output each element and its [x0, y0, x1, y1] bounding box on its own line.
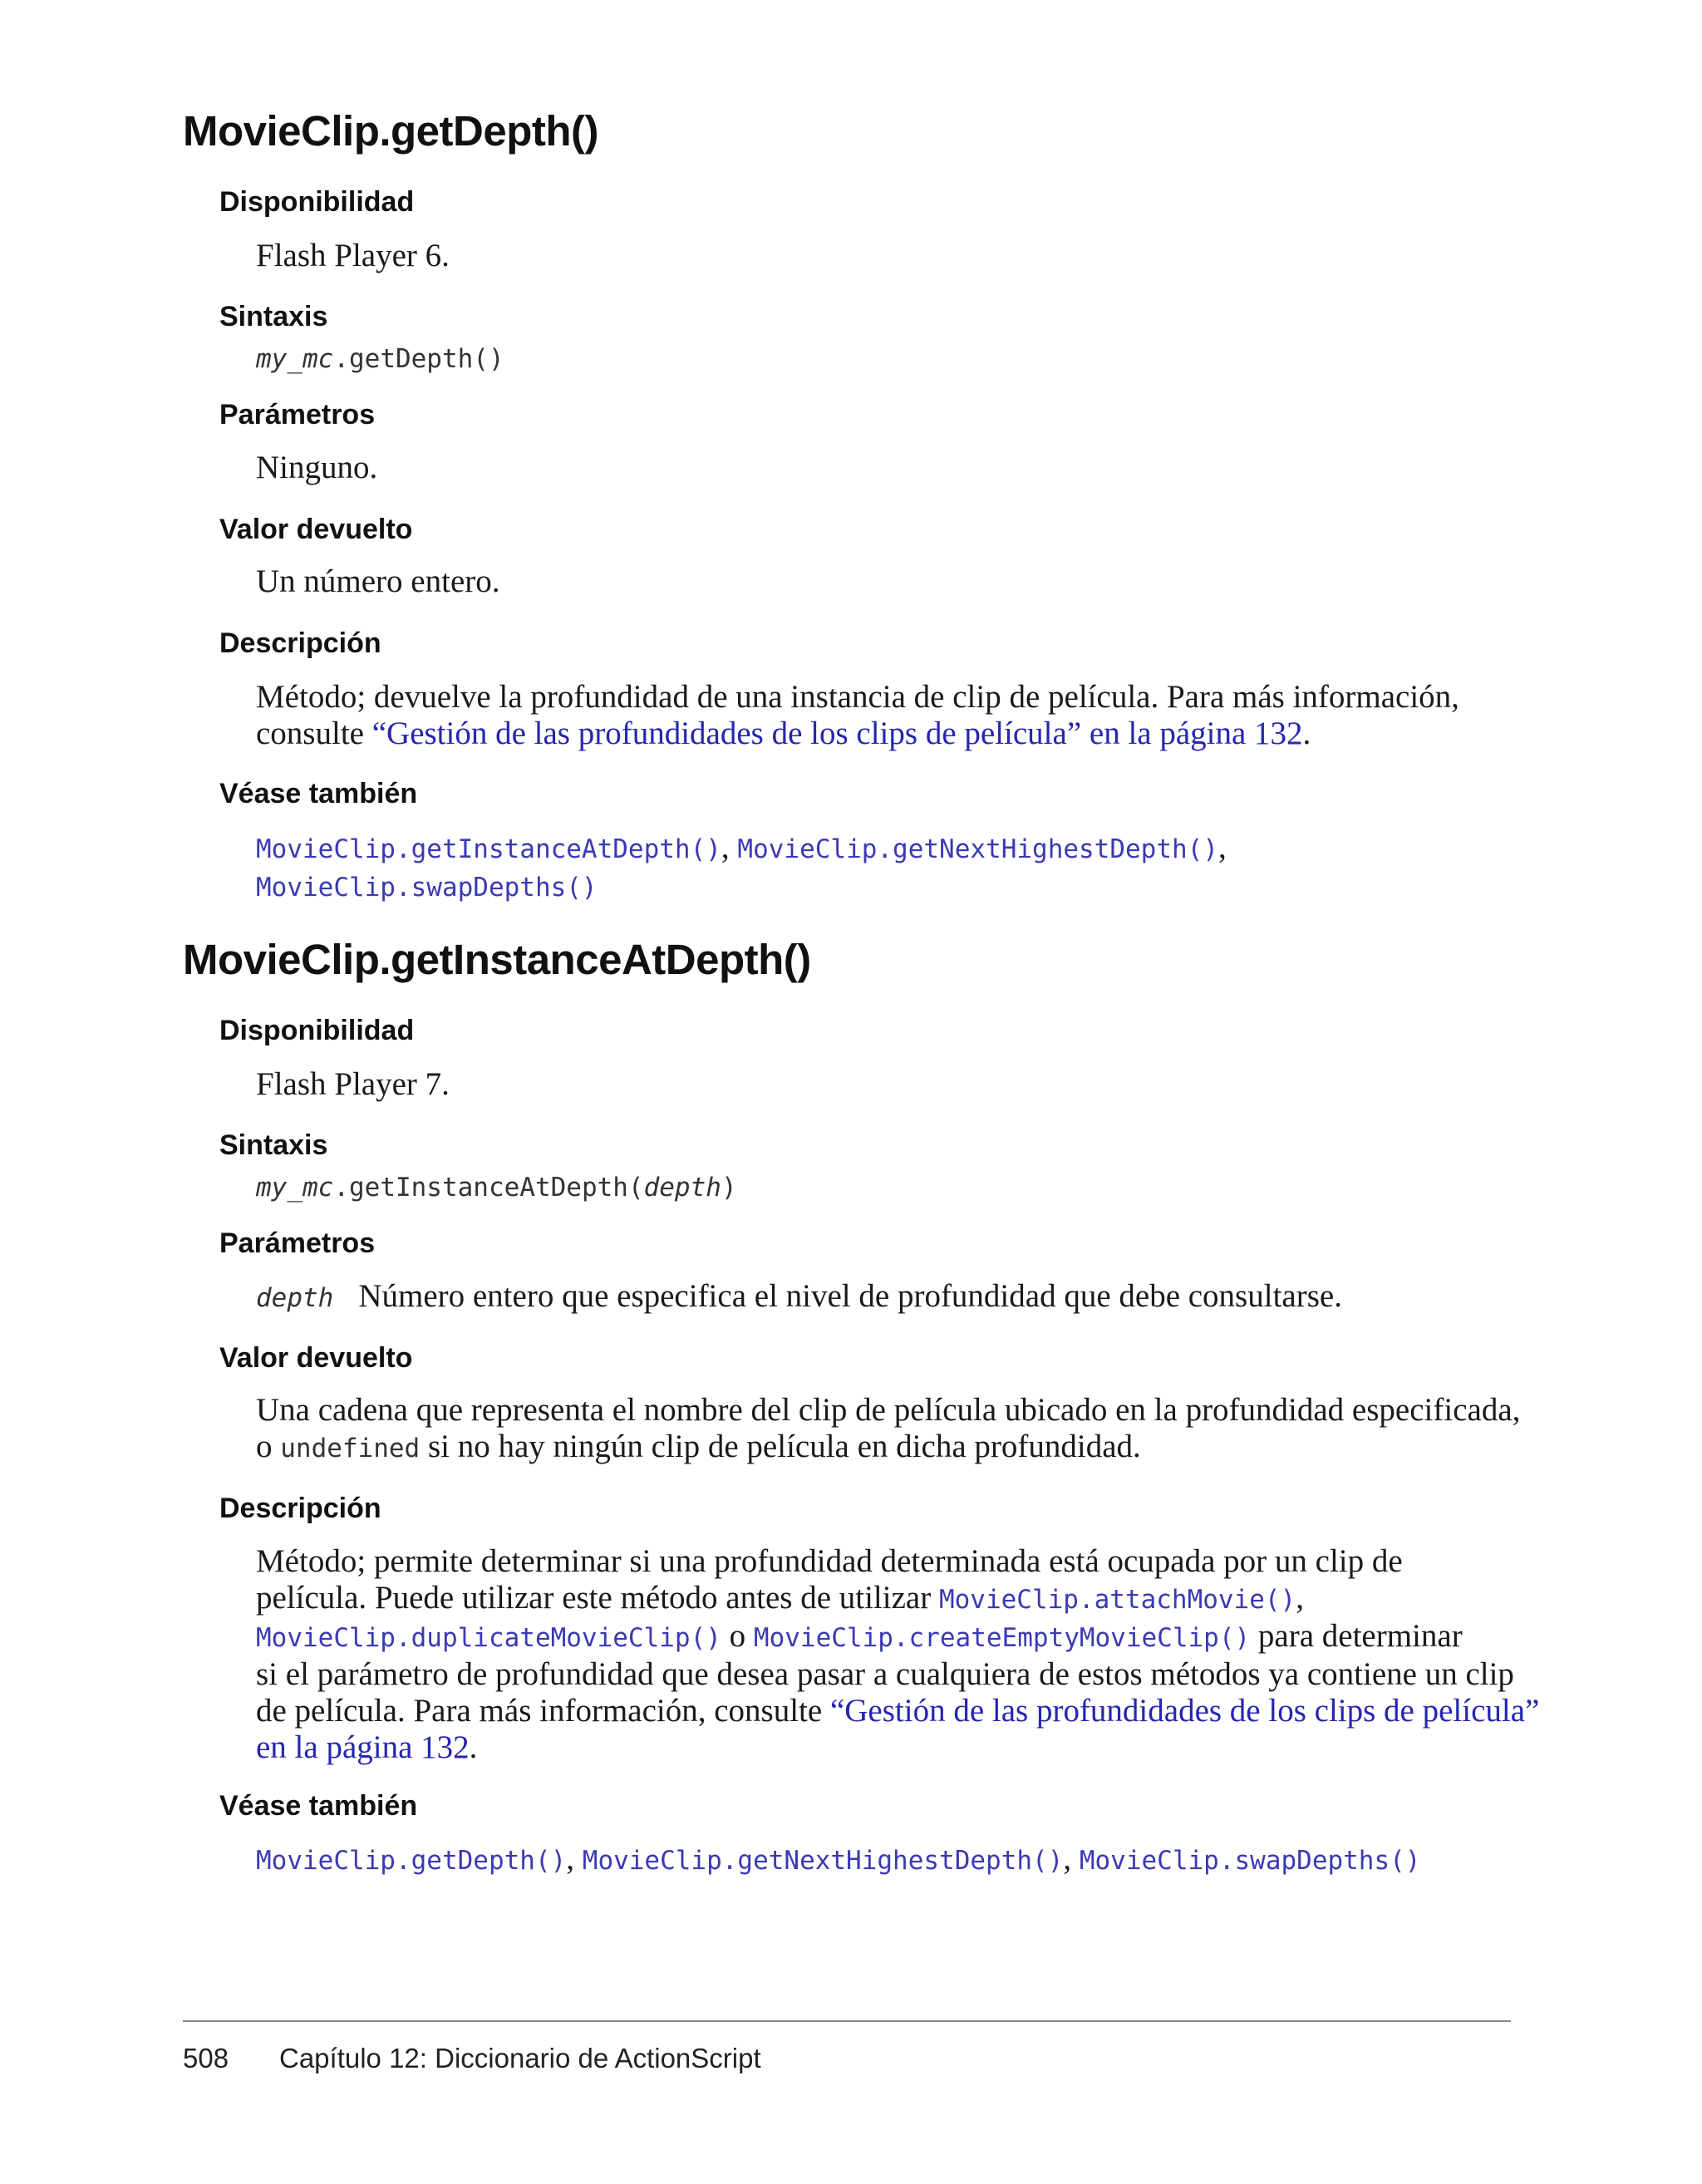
separator: ,	[721, 829, 738, 865]
syntax-object: my_mc	[256, 1173, 334, 1203]
parameters-label: Parámetros	[219, 1227, 376, 1259]
description-text-fragment: .	[469, 1729, 478, 1765]
see-also-link[interactable]: MovieClip.swapDepths()	[1079, 1846, 1421, 1876]
description-text-fragment: para determinar	[1250, 1618, 1463, 1654]
separator: ,	[566, 1841, 583, 1877]
see-also-link[interactable]: MovieClip.swapDepths()	[256, 873, 598, 903]
see-also-link[interactable]: MovieClip.getNextHighestDepth()	[582, 1846, 1064, 1876]
description-text-fragment: o	[721, 1618, 754, 1654]
page-number: 508	[183, 2043, 229, 2073]
returns-line	[256, 1429, 1520, 1467]
description-text-fragment: película. Puede utilizar este método antes de utilizar	[256, 1580, 939, 1616]
code-link-createemptymovieclip[interactable]: MovieClip.createEmptyMovieClip()	[753, 1623, 1251, 1653]
returns-label: Valor devuelto	[219, 1342, 413, 1374]
returns-text-fragment: si no hay ningún clip de película en dicha profundidad.	[420, 1429, 1141, 1464]
see-also-label: Véase también	[219, 1790, 418, 1822]
description-line	[256, 1618, 1539, 1656]
code-link-attachmovie[interactable]: MovieClip.attachMovie()	[938, 1585, 1296, 1615]
undefined-code: undefined	[280, 1434, 421, 1463]
description-text	[256, 679, 1459, 752]
syntax-code	[256, 341, 504, 377]
cross-reference-link[interactable]: en la página 132	[256, 1729, 470, 1765]
chapter-title: Capítulo 12: Diccionario de ActionScript	[279, 2043, 761, 2073]
cross-reference-link[interactable]: “Gestión de las profundidades de los clips de película”	[829, 1693, 1540, 1729]
description-line: Método; devuelve la profundidad de una instancia de clip de película. Para más información,	[256, 679, 1459, 715]
parameter-description: Número entero que especifica el nivel de profundidad que debe consultarse.	[358, 1278, 1342, 1314]
description-line: Método; permite determinar si una profundidad determinada está ocupada por un clip de	[256, 1543, 1403, 1579]
description-text-fragment: ,	[1296, 1580, 1304, 1616]
entry-title-getdepth: MovieClip.getDepth()	[183, 107, 598, 155]
separator: ,	[1063, 1841, 1080, 1877]
parameter-name: depth	[256, 1283, 334, 1313]
description-line	[256, 1729, 1539, 1766]
parameter-row	[256, 1278, 1342, 1316]
syntax-param: depth	[643, 1173, 721, 1203]
description-text-fragment: de película. Para más información, consulte	[256, 1693, 830, 1729]
description-line: si el parámetro de profundidad que desea pasar a cualquiera de estos métodos ya contiene un clip	[256, 1656, 1514, 1692]
returns-line: Una cadena que representa el nombre del clip de película ubicado en la profundidad especificada,	[256, 1392, 1521, 1428]
footer-divider	[183, 2020, 1511, 2022]
syntax-close: )	[721, 1173, 737, 1203]
description-label: Descripción	[219, 627, 381, 659]
see-also-label: Véase también	[219, 778, 418, 809]
see-also-line	[256, 1841, 1420, 1879]
syntax-label: Sintaxis	[219, 301, 328, 332]
availability-label: Disponibilidad	[219, 186, 415, 218]
see-also-link[interactable]: MovieClip.getNextHighestDepth()	[737, 834, 1218, 864]
syntax-method: .getDepth()	[333, 344, 504, 374]
availability-label: Disponibilidad	[219, 1015, 415, 1046]
code-link-duplicatemovieclip[interactable]: MovieClip.duplicateMovieClip()	[256, 1623, 721, 1653]
see-also-links	[256, 829, 1227, 906]
description-label: Descripción	[219, 1493, 381, 1524]
see-also-link[interactable]: MovieClip.getInstanceAtDepth()	[256, 834, 721, 864]
see-also-line	[256, 868, 1227, 906]
returns-text: Un número entero.	[256, 563, 500, 599]
returns-text	[256, 1392, 1520, 1467]
availability-text: Flash Player 6.	[256, 238, 450, 273]
cross-reference-link[interactable]: “Gestión de las profundidades de los clips de película” en la página 132	[371, 716, 1303, 751]
description-text	[256, 1543, 1539, 1766]
see-also-links	[256, 1841, 1420, 1879]
returns-label: Valor devuelto	[219, 514, 413, 545]
syntax-method: .getInstanceAtDepth(	[333, 1173, 644, 1203]
syntax-code	[256, 1169, 737, 1206]
parameters-text: Ninguno.	[256, 450, 378, 485]
availability-text: Flash Player 7.	[256, 1066, 450, 1102]
description-text-fragment: .	[1302, 716, 1311, 751]
syntax-label: Sintaxis	[219, 1129, 328, 1161]
entry-title-getinstanceatdepth: MovieClip.getInstanceAtDepth()	[183, 936, 811, 983]
description-line	[256, 716, 1459, 752]
returns-text-fragment: o	[256, 1429, 281, 1464]
see-also-line	[256, 829, 1227, 868]
syntax-object: my_mc	[256, 344, 334, 374]
description-line	[256, 1580, 1539, 1618]
see-also-link[interactable]: MovieClip.getDepth()	[256, 1846, 567, 1876]
description-text-fragment: consulte	[256, 716, 372, 751]
parameters-label: Parámetros	[219, 399, 376, 430]
trailing-comma: ,	[1218, 829, 1227, 865]
description-line	[256, 1693, 1539, 1729]
